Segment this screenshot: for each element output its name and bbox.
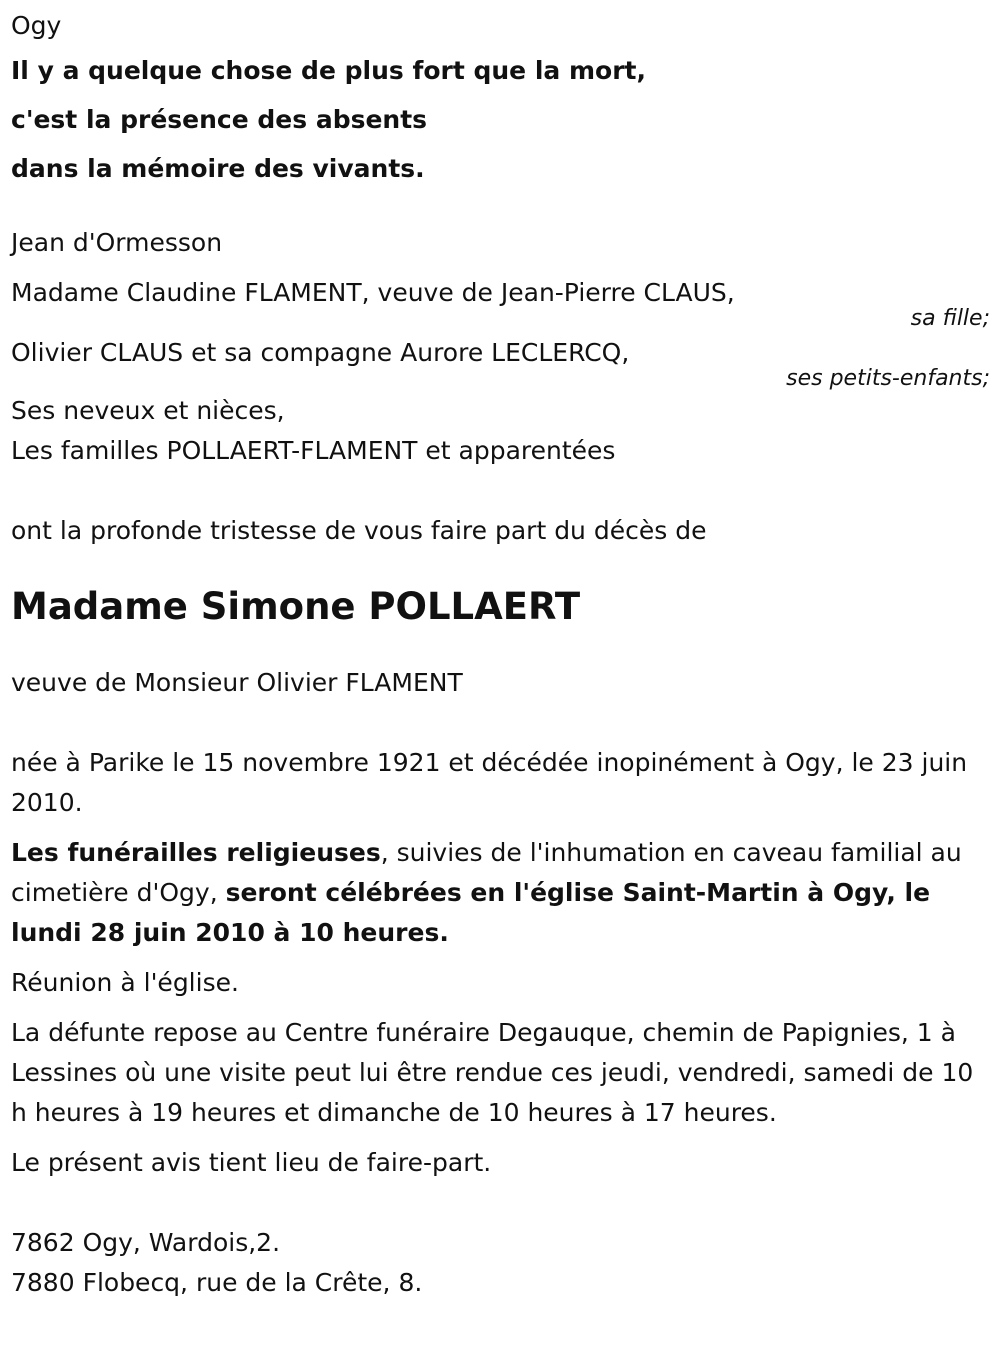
funeral-text-bold: seront célébrées en l'église Saint-Martin à Ogy, le lundi 28 juin 2010 à 10 heures. [11,878,931,947]
location-header: Ogy [11,11,62,40]
other-relatives [11,391,990,471]
deceased-widow-of: veuve de Monsieur Olivier FLAMENT [11,668,463,697]
family-member-name: Olivier CLAUS et sa compagne Aurore LECLERCQ, [11,338,630,367]
announcement-text: ont la profonde tristesse de vous faire part du décès de [11,516,707,545]
family-member-name: Madame Claudine FLAMENT, veuve de Jean-Pierre CLAUS, [11,278,735,307]
meeting-text: Réunion à l'église. [11,968,239,997]
family-member-relation: ses petits-enfants; [786,366,990,391]
funeral-text [11,833,990,953]
family-member [11,273,990,331]
deceased-name: Madame Simone POLLAERT [11,585,581,628]
quote-line: dans la mémoire des vivants. [11,154,425,183]
address-line: 7862 Ogy, Wardois,2. [11,1228,281,1257]
address-line: 7880 Flobecq, rue de la Crête, 8. [11,1268,423,1297]
family-member [11,333,990,391]
funeral-text-bold: Les funérailles religieuses [11,838,381,867]
family-member-relation: sa fille; [910,306,990,331]
relatives-line: Les familles POLLAERT-FLAMENT et apparentées [11,436,616,465]
quote-line: Il y a quelque chose de plus fort que la mort, [11,56,646,85]
visitation-text: La défunte repose au Centre funéraire Degauque, chemin de Papignies, 1 à Lessines où une visite peut lui être rendue ces jeudi, vendredi, samedi de 10 h heures à 19 heures et dimanche de 10 heures à 17 heures. [11,1018,974,1127]
quote-author: Jean d'Ormesson [11,228,223,257]
funeral-text-regular: , suivies de l'inhumation en caveau familial au cimetière d'Ogy, [11,838,962,907]
quote-block [11,46,990,193]
relatives-line: Ses neveux et nièces, [11,396,285,425]
quote-line: c'est la présence des absents [11,105,428,134]
addresses-block [11,1223,990,1303]
notice-text: Le présent avis tient lieu de faire-part. [11,1148,492,1177]
birth-death-text: née à Parike le 15 novembre 1921 et décédée inopinément à Ogy, le 23 juin 2010. [11,748,968,817]
